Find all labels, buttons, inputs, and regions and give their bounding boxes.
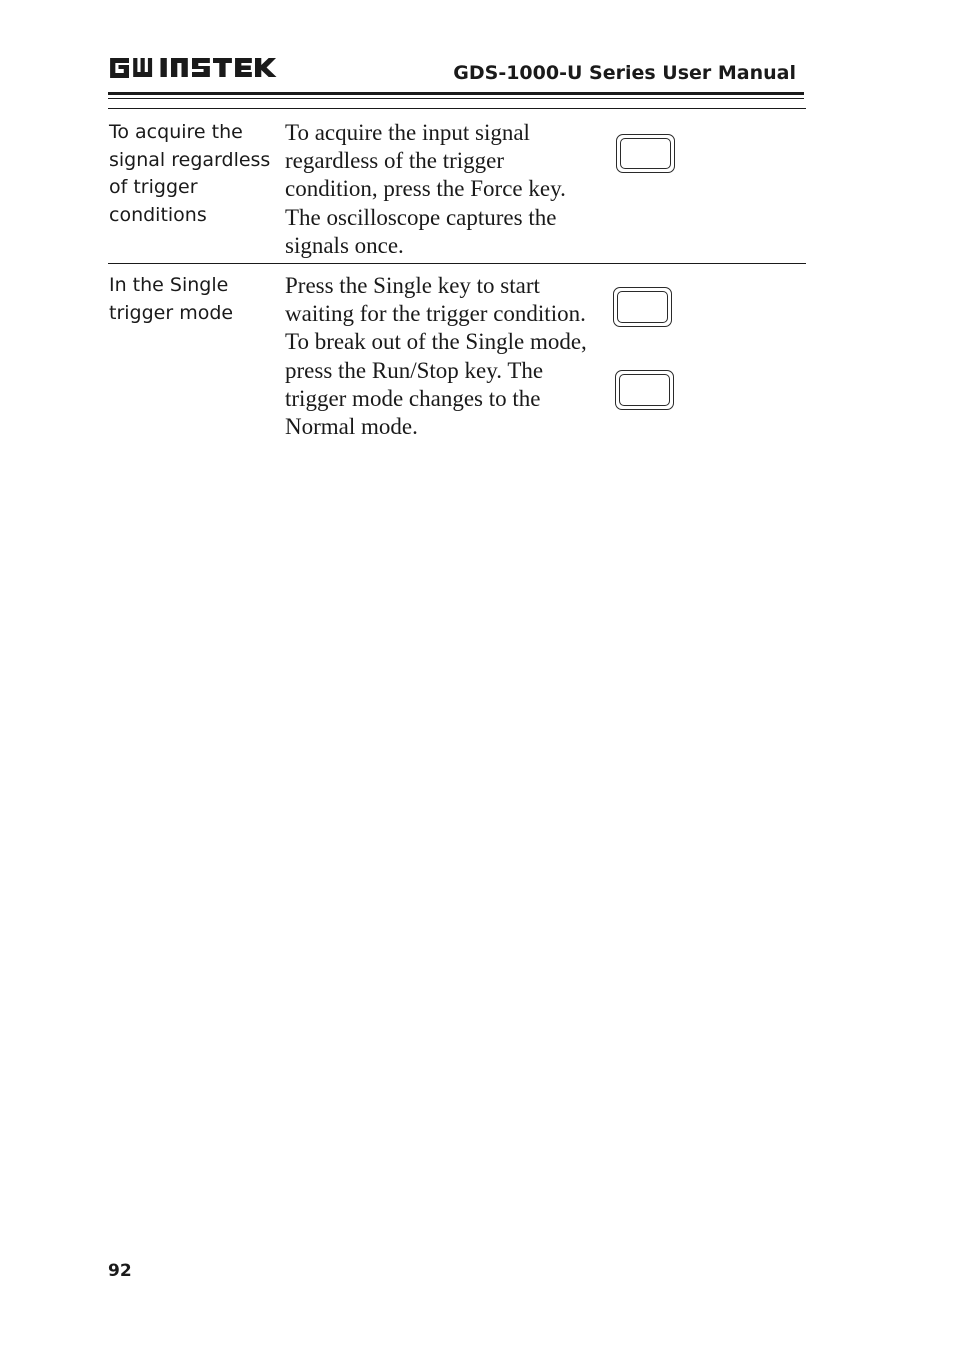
manual-title: GDS-1000-U Series User Manual <box>453 62 796 84</box>
run-stop-key-icon <box>615 370 674 410</box>
force-key-icon <box>616 134 675 173</box>
row-label: To acquire the signal regardless of trigger conditions <box>109 121 271 226</box>
row-label: In the Single trigger mode <box>109 274 234 324</box>
row-description: To acquire the input signal regardless of the trigger condition, press the Force key. The oscilloscope captures the signals once. <box>285 120 566 258</box>
row-description: Press the Single key to start waiting for the trigger condition. To break out of the Single mode, press the Run/Stop key. The trigger mode changes to the Normal mode. <box>285 273 587 440</box>
single-key-icon <box>613 287 672 327</box>
brand-logo <box>108 52 284 84</box>
table-row-divider <box>108 108 806 109</box>
header-rule-thin <box>108 98 804 99</box>
table-row-divider <box>108 263 806 264</box>
gw-instek-logo-icon <box>108 54 284 82</box>
page-number: 92 <box>108 1261 132 1281</box>
header-rule <box>108 92 804 95</box>
